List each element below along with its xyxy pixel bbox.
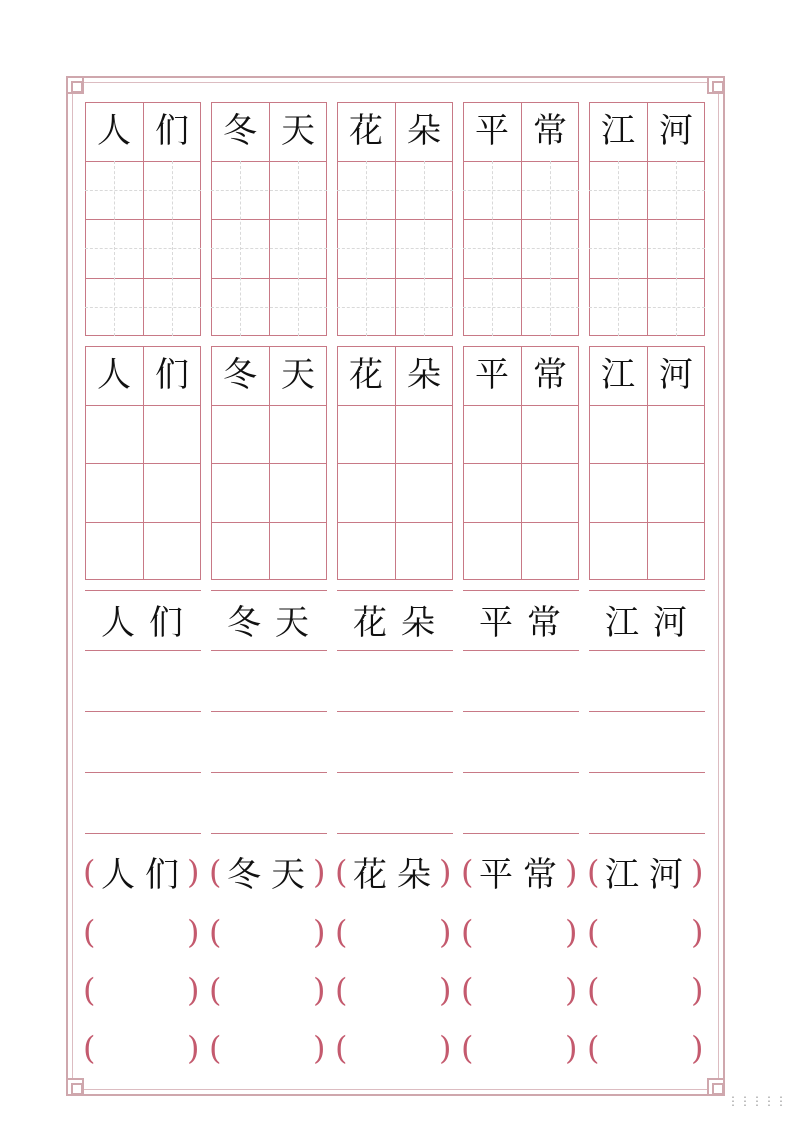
writing-line xyxy=(85,772,201,773)
guide-line xyxy=(550,161,551,337)
guide-line xyxy=(337,190,453,191)
guide-line xyxy=(211,248,327,249)
model-character: 河 xyxy=(653,603,687,643)
grid-row-line xyxy=(211,278,327,279)
paren-close: ) xyxy=(439,853,452,891)
paren-open: ( xyxy=(587,913,600,951)
paren-open: ( xyxy=(461,853,474,891)
paren-close: ) xyxy=(691,913,704,951)
model-character: 朵 xyxy=(397,855,431,895)
grid-row-line xyxy=(211,405,327,406)
guide-line xyxy=(85,190,201,191)
grid-row-line xyxy=(337,522,453,523)
paren-open: ( xyxy=(83,971,96,1009)
watermark-mark: ⋮⋮⋮⋮⋮ xyxy=(727,1094,787,1108)
model-character: 常 xyxy=(533,355,567,395)
paren-open: ( xyxy=(461,971,474,1009)
writing-line xyxy=(337,650,453,651)
grid-row-line xyxy=(589,405,705,406)
paren-open: ( xyxy=(209,971,222,1009)
writing-line xyxy=(463,650,579,651)
corner-ornament-bottom-right xyxy=(707,1078,725,1096)
paren-open: ( xyxy=(83,1029,96,1067)
model-character: 花 xyxy=(353,855,387,895)
grid-row-line xyxy=(337,278,453,279)
paren-close: ) xyxy=(187,913,200,951)
grid-row-line xyxy=(463,405,579,406)
model-character: 花 xyxy=(349,111,383,151)
model-character: 常 xyxy=(533,111,567,151)
guide-line xyxy=(337,248,453,249)
writing-line xyxy=(337,833,453,834)
grid-row-line xyxy=(85,522,201,523)
grid-row-line xyxy=(85,278,201,279)
model-character: 人 xyxy=(101,855,135,895)
model-character: 人 xyxy=(101,603,135,643)
grid-row-line xyxy=(463,161,579,162)
writing-line xyxy=(463,772,579,773)
writing-line xyxy=(463,833,579,834)
guide-line xyxy=(676,161,677,337)
model-character: 们 xyxy=(145,855,179,895)
writing-line xyxy=(589,772,705,773)
writing-line xyxy=(337,772,453,773)
section-top-line xyxy=(337,590,453,591)
writing-line xyxy=(85,650,201,651)
paren-close: ) xyxy=(313,913,326,951)
paren-close: ) xyxy=(691,1029,704,1067)
paren-close: ) xyxy=(313,853,326,891)
model-character: 天 xyxy=(275,603,309,643)
writing-line xyxy=(211,711,327,712)
guide-line xyxy=(463,307,579,308)
section-top-line xyxy=(589,590,705,591)
paren-open: ( xyxy=(461,913,474,951)
model-character: 们 xyxy=(155,111,189,151)
grid-row-line xyxy=(211,161,327,162)
model-character: 平 xyxy=(479,603,513,643)
paren-close: ) xyxy=(565,853,578,891)
model-character: 江 xyxy=(605,603,639,643)
paren-open: ( xyxy=(335,853,348,891)
grid-row-line xyxy=(211,219,327,220)
paren-close: ) xyxy=(313,1029,326,1067)
guide-line xyxy=(589,190,705,191)
grid-row-line xyxy=(463,522,579,523)
paren-open: ( xyxy=(209,1029,222,1067)
grid-row-line xyxy=(85,405,201,406)
writing-line xyxy=(85,833,201,834)
paren-close: ) xyxy=(187,971,200,1009)
grid-row-line xyxy=(337,161,453,162)
guide-line xyxy=(589,307,705,308)
model-character: 们 xyxy=(155,355,189,395)
model-character: 朵 xyxy=(407,111,441,151)
model-character: 人 xyxy=(97,355,131,395)
guide-line xyxy=(298,161,299,337)
guide-line xyxy=(211,307,327,308)
model-character: 冬 xyxy=(227,855,261,895)
model-character: 常 xyxy=(523,855,557,895)
paren-open: ( xyxy=(335,913,348,951)
writing-line xyxy=(211,772,327,773)
paren-open: ( xyxy=(83,913,96,951)
writing-line xyxy=(211,833,327,834)
guide-line xyxy=(463,190,579,191)
paren-open: ( xyxy=(587,1029,600,1067)
model-character: 河 xyxy=(649,855,683,895)
paren-close: ) xyxy=(691,971,704,1009)
paren-close: ) xyxy=(187,853,200,891)
paren-close: ) xyxy=(691,853,704,891)
paren-open: ( xyxy=(461,1029,474,1067)
grid-row-line xyxy=(85,161,201,162)
grid-row-line xyxy=(337,405,453,406)
section-top-line xyxy=(463,590,579,591)
paren-open: ( xyxy=(83,853,96,891)
model-character: 平 xyxy=(479,855,513,895)
model-character: 们 xyxy=(149,603,183,643)
guide-line xyxy=(172,161,173,337)
guide-line xyxy=(85,307,201,308)
grid-row-line xyxy=(589,278,705,279)
paren-close: ) xyxy=(439,913,452,951)
corner-ornament-top-right xyxy=(707,76,725,94)
grid-row-line xyxy=(589,463,705,464)
section-top-line xyxy=(85,590,201,591)
guide-line xyxy=(240,161,241,337)
model-character: 江 xyxy=(605,855,639,895)
paren-close: ) xyxy=(565,913,578,951)
model-character: 天 xyxy=(271,855,305,895)
writing-line xyxy=(589,711,705,712)
writing-line xyxy=(85,711,201,712)
grid-row-line xyxy=(589,219,705,220)
guide-line xyxy=(618,161,619,337)
model-character: 河 xyxy=(659,355,693,395)
grid-row-line xyxy=(211,463,327,464)
grid-row-line xyxy=(589,522,705,523)
paren-open: ( xyxy=(587,853,600,891)
paren-close: ) xyxy=(187,1029,200,1067)
model-character: 冬 xyxy=(223,355,257,395)
grid-row-line xyxy=(463,463,579,464)
grid-row-line xyxy=(463,278,579,279)
paren-open: ( xyxy=(587,971,600,1009)
model-character: 常 xyxy=(527,603,561,643)
writing-line xyxy=(589,650,705,651)
model-character: 冬 xyxy=(223,111,257,151)
paren-open: ( xyxy=(335,971,348,1009)
section-top-line xyxy=(211,590,327,591)
model-character: 平 xyxy=(475,355,509,395)
grid-row-line xyxy=(463,219,579,220)
guide-line xyxy=(492,161,493,337)
model-character: 江 xyxy=(601,111,635,151)
grid-row-line xyxy=(337,219,453,220)
corner-ornament-top-left xyxy=(66,76,84,94)
guide-line xyxy=(85,248,201,249)
guide-line xyxy=(114,161,115,337)
guide-line xyxy=(211,190,327,191)
paren-close: ) xyxy=(565,971,578,1009)
paren-close: ) xyxy=(439,971,452,1009)
grid-row-line xyxy=(85,219,201,220)
model-character: 冬 xyxy=(227,603,261,643)
model-character: 江 xyxy=(601,355,635,395)
writing-line xyxy=(337,711,453,712)
model-character: 朵 xyxy=(401,603,435,643)
model-character: 天 xyxy=(281,355,315,395)
guide-line xyxy=(337,307,453,308)
model-character: 天 xyxy=(281,111,315,151)
model-character: 平 xyxy=(475,111,509,151)
guide-line xyxy=(589,248,705,249)
grid-row-line xyxy=(589,161,705,162)
guide-line xyxy=(424,161,425,337)
writing-line xyxy=(463,711,579,712)
model-character: 朵 xyxy=(407,355,441,395)
writing-line xyxy=(589,833,705,834)
paren-open: ( xyxy=(209,853,222,891)
grid-row-line xyxy=(85,463,201,464)
paren-close: ) xyxy=(313,971,326,1009)
guide-line xyxy=(366,161,367,337)
corner-ornament-bottom-left xyxy=(66,1078,84,1096)
model-character: 河 xyxy=(659,111,693,151)
guide-line xyxy=(463,248,579,249)
model-character: 人 xyxy=(97,111,131,151)
paren-close: ) xyxy=(565,1029,578,1067)
model-character: 花 xyxy=(353,603,387,643)
grid-row-line xyxy=(337,463,453,464)
model-character: 花 xyxy=(349,355,383,395)
paren-close: ) xyxy=(439,1029,452,1067)
grid-row-line xyxy=(211,522,327,523)
paren-open: ( xyxy=(209,913,222,951)
writing-line xyxy=(211,650,327,651)
paren-open: ( xyxy=(335,1029,348,1067)
